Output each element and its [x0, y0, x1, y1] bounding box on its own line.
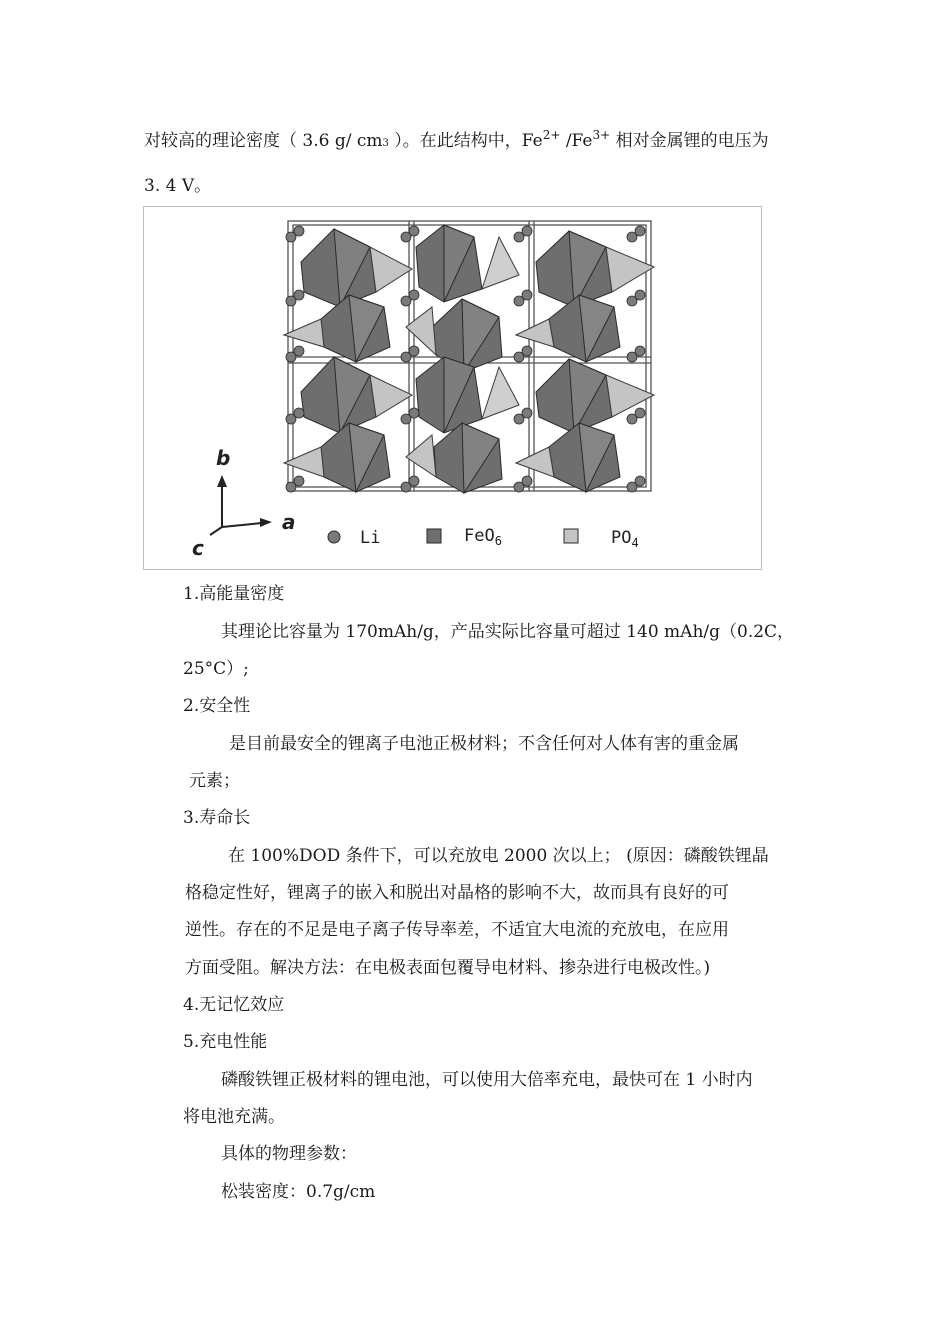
- section-5-body-line-2: 将电池充满。: [183, 1107, 285, 1127]
- legend: [328, 526, 639, 550]
- section-3-body-line-4: 方面受阻。解决方法：在电极表面包覆导电材料、掺杂进行电极改性。): [185, 958, 711, 978]
- params-title: 具体的物理参数：: [221, 1144, 357, 1164]
- section-heading-4: 4.无记忆效应: [183, 995, 285, 1015]
- section-3-body-line-3: 逆性。存在的不足是电子离子传导率差，不适宜大电流的充放电，在应用: [185, 920, 729, 940]
- crystal-structure-figure: [143, 206, 762, 570]
- legend-feo6-swatch: [427, 529, 441, 543]
- axis-b-label: b: [216, 446, 231, 470]
- section-1-body-line-1: 其理论比容量为 170mAh/g，产品实际比容量可超过 140 mAh/g（0.2C，: [221, 622, 795, 642]
- section-heading-2: 2.安全性: [183, 696, 251, 716]
- intro-text-b: ）。在此结构中，Fe: [388, 131, 543, 151]
- feo6-octahedra: [301, 225, 620, 493]
- axis-a-label: a: [282, 510, 296, 534]
- intro-text-c: /Fe: [560, 131, 593, 151]
- legend-li-label: Li: [360, 528, 381, 548]
- axes-indicator: [210, 475, 272, 535]
- intro-line-1: [144, 130, 769, 155]
- intro-text-d: 相对金属锂的电压为: [610, 131, 769, 151]
- section-heading-3: 3.寿命长: [183, 808, 251, 828]
- section-3-body-line-2: 格稳定性好，锂离子的嵌入和脱出对晶格的影响不大，故而具有良好的可: [185, 883, 729, 903]
- section-3-body-line-1: 在 100%DOD 条件下，可以充放电 2000 次以上； (原因：磷酸铁锂晶: [228, 846, 769, 866]
- params-item-tap-density: 松装密度：0.7g/cm: [221, 1182, 376, 1202]
- legend-po4-label: $PO_4$: [611, 528, 639, 550]
- section-heading-1: 1.高能量密度: [183, 584, 285, 604]
- section-5-body-line-1: 磷酸铁锂正极材料的锂电池，可以使用大倍率充电，最快可在 1 小时内: [221, 1070, 753, 1090]
- intro-text-a: 对较高的理论密度（ 3.6 g/ cm: [144, 131, 383, 151]
- fe3-charge: 3+: [592, 128, 611, 142]
- cm-superscript: 3: [382, 138, 389, 149]
- legend-li-swatch: [328, 531, 340, 543]
- section-heading-5: 5.充电性能: [183, 1032, 268, 1052]
- section-2-body-line-1: 是目前最安全的锂离子电池正极材料；不含任何对人体有害的重金属: [229, 734, 739, 754]
- axis-c-label: c: [192, 536, 204, 560]
- section-2-body-line-2: 元素；: [189, 771, 240, 791]
- intro-line-2: 3. 4 V。: [144, 176, 212, 196]
- fe2-charge: 2+: [542, 128, 561, 142]
- legend-po4-swatch: [564, 529, 578, 543]
- crystal-structure-diagram: [144, 207, 763, 571]
- legend-feo6-label: FeO$_6$: [464, 526, 502, 548]
- section-1-body-line-2: 25°C）;: [183, 659, 249, 679]
